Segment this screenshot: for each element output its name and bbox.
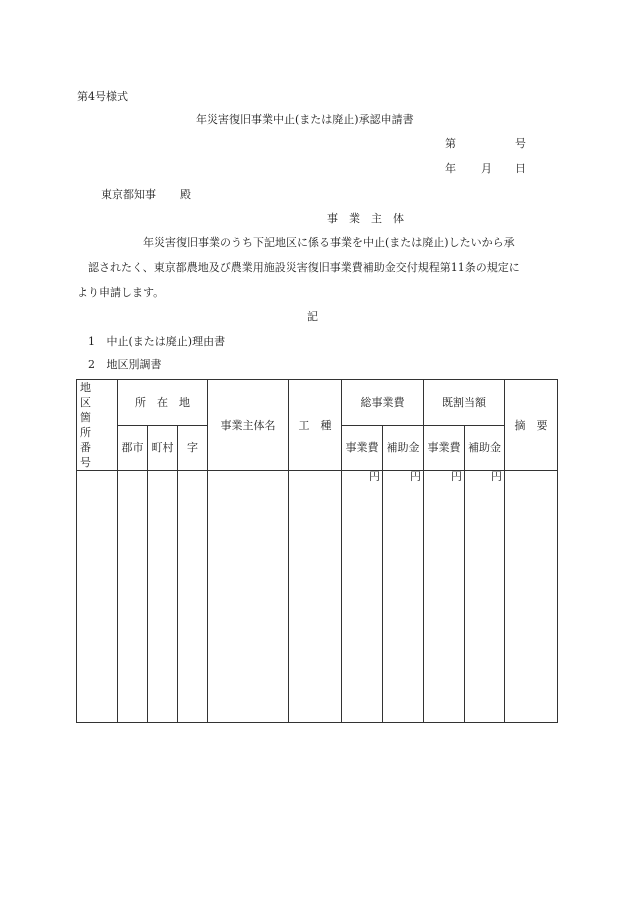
header-total-cost: 総事業費 (342, 380, 424, 426)
item-1-number: 1 (88, 335, 95, 348)
header-remarks: 摘 要 (505, 380, 558, 471)
cell-total-subsidy[interactable] (383, 471, 424, 723)
date-year: 年 (445, 162, 456, 175)
header-entity-name: 事業主体名 (208, 380, 289, 471)
cell-remarks[interactable] (505, 471, 558, 723)
header-district-line1: 地 区 (80, 381, 120, 409)
doc-number-dai: 第 (445, 137, 456, 150)
yen-unit: 円 (451, 470, 463, 483)
doc-number-go: 号 (515, 137, 526, 150)
cell-entity-name[interactable] (208, 471, 289, 723)
body-line-3: より申請します。 (77, 286, 165, 299)
item-1-text: 中止(または廃止)理由書 (106, 335, 226, 348)
header-total-project-cost: 事業費 (342, 425, 383, 471)
document-title: 年災害復旧事業中止(または廃止)承認申請書 (196, 113, 414, 126)
item-2-text: 地区別調書 (106, 358, 162, 371)
header-already-subsidy: 補助金 (465, 425, 505, 471)
header-work-type: 工 種 (289, 380, 342, 471)
date-month: 月 (481, 162, 492, 175)
body-paragraph (77, 230, 553, 305)
addressee-honorific: 殿 (180, 188, 191, 201)
header-chouson: 町村 (148, 425, 178, 471)
header-total-subsidy: 補助金 (383, 425, 424, 471)
body-line-1: 年災害復旧事業のうち下記地区に係る事業を中止(または廃止)したいから承 (143, 236, 515, 249)
district-table (76, 379, 558, 723)
item-2-number: 2 (88, 358, 95, 371)
header-district-number (77, 380, 118, 471)
header-location: 所 在 地 (118, 380, 208, 426)
yen-unit: 円 (369, 470, 381, 483)
header-already-allocated: 既割当額 (424, 380, 505, 426)
cell-work-type[interactable] (289, 471, 342, 723)
header-district-line3: 番 号 (80, 441, 120, 469)
yen-unit: 円 (491, 470, 503, 483)
yen-unit: 円 (410, 470, 422, 483)
cell-district-number[interactable] (77, 471, 118, 723)
cell-chouson[interactable] (148, 471, 178, 723)
ki-heading: 記 (307, 310, 318, 323)
item-1 (88, 335, 225, 349)
body-line-2: 認されたく、東京都農地及び農業用施設災害復旧事業費補助金交付規程第11条の規定に (88, 261, 520, 274)
header-already-project-cost: 事業費 (424, 425, 465, 471)
cell-total-project-cost[interactable] (342, 471, 383, 723)
header-gunshi: 郡市 (118, 425, 148, 471)
form-number: 第4号様式 (77, 90, 128, 103)
cell-aza[interactable] (178, 471, 208, 723)
date-day: 日 (515, 162, 526, 175)
applicant-label: 事 業 主 体 (327, 212, 404, 225)
addressee-name: 東京都知事 (101, 188, 156, 201)
header-aza: 字 (178, 425, 208, 471)
header-district-line2: 箇 所 (80, 411, 120, 439)
item-2 (88, 358, 162, 372)
cell-already-subsidy[interactable] (465, 471, 505, 723)
cell-already-project-cost[interactable] (424, 471, 465, 723)
cell-gunshi[interactable] (118, 471, 148, 723)
